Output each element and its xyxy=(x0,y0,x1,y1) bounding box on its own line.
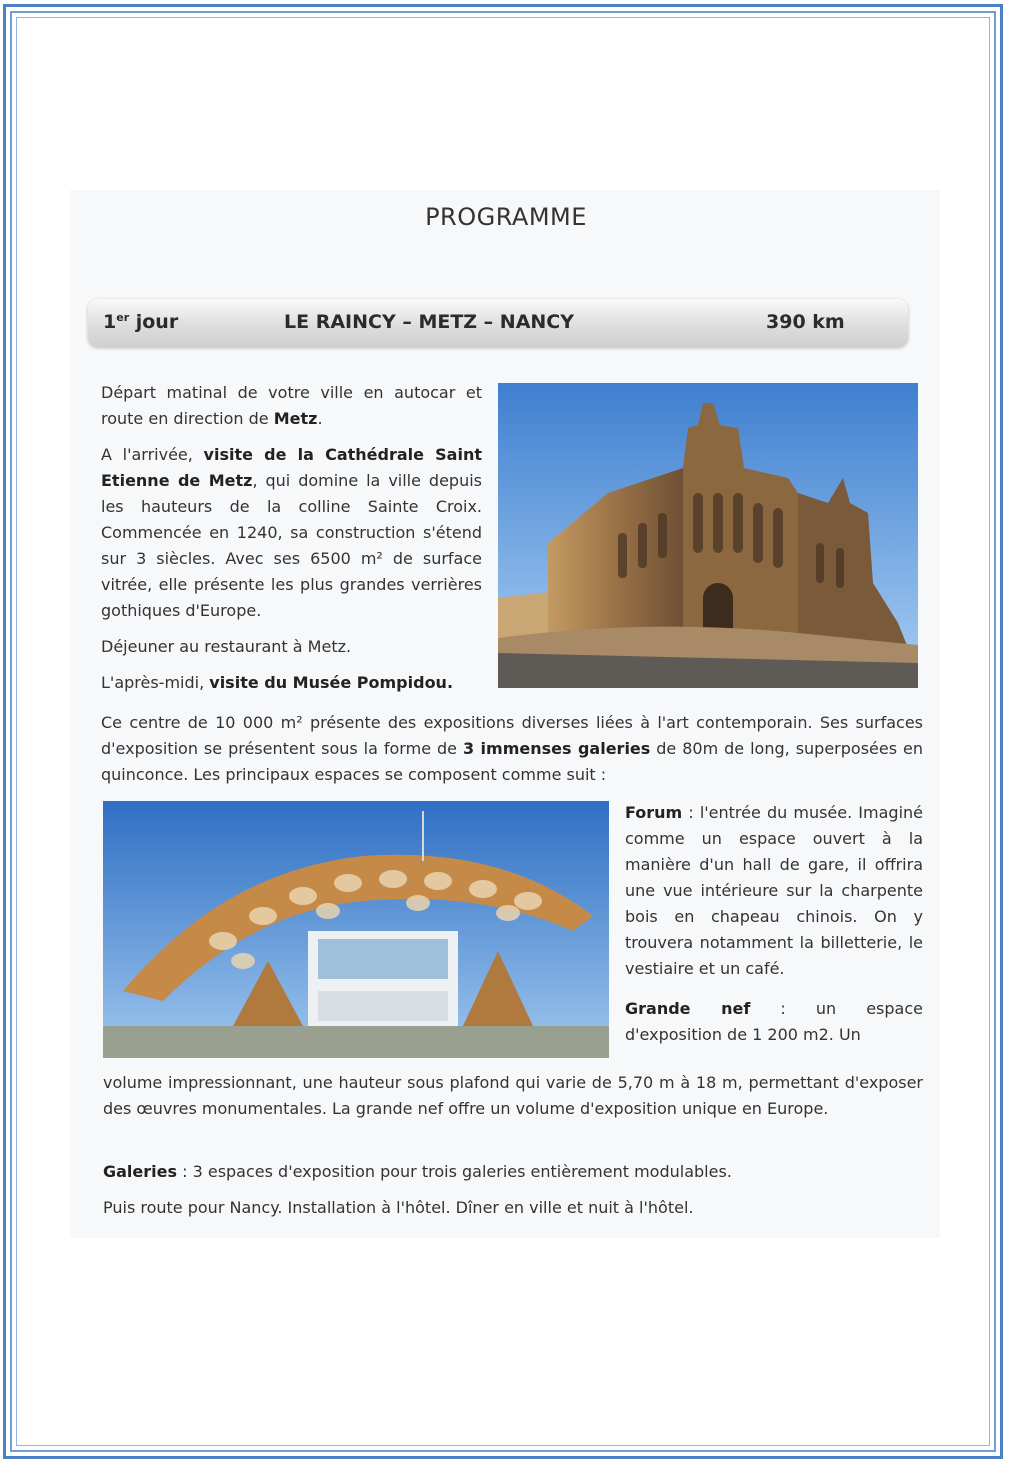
day-word: jour xyxy=(129,311,179,333)
forum-column xyxy=(625,800,923,1058)
grande-nef-label: Grande nef xyxy=(625,999,751,1018)
text-cathedral-desc: , qui domine la ville depuis les hauteurs de la colline Sainte Croix. Commencée en 1240, sa construction s'étend sur 3 siècles. Avec ses 6500 m² de surface vitrée, elle présente les plus grandes verrières gothiques d'Europe. xyxy=(101,471,482,620)
day-header-bar xyxy=(88,299,908,347)
paragraph-afternoon xyxy=(101,670,482,696)
text-departure: Départ matinal de votre ville en autocar et route en direction de xyxy=(101,383,482,428)
intro-column xyxy=(101,380,482,706)
day-distance: 390 km xyxy=(766,311,845,333)
day-label xyxy=(103,311,178,333)
text-arrival: A l'arrivée, xyxy=(101,445,204,464)
page-title: PROGRAMME xyxy=(425,203,587,231)
day-ordinal: er xyxy=(116,311,130,324)
text-afternoon: L'après-midi, xyxy=(101,673,210,692)
paragraph-lunch: Déjeuner au restaurant à Metz. xyxy=(101,637,352,656)
text-centre-desc-end: de 80m de long, superposées en quinconce. Les principaux espaces se composent comme suit : xyxy=(101,739,924,784)
text-galleries-highlight: 3 immenses galeries xyxy=(462,739,651,758)
text-metz: Metz xyxy=(273,409,318,428)
paragraph-centre xyxy=(101,710,923,788)
text-pompidou-visit: visite du Musée Pompidou. xyxy=(209,673,454,692)
pompidou-photo xyxy=(103,801,609,1058)
text-cathedral-visit: visite de la Cathédrale Saint Etienne de Metz xyxy=(101,445,483,490)
paragraph-evening: Puis route pour Nancy. Installation à l'hôtel. Dîner en ville et nuit à l'hôtel. xyxy=(103,1198,694,1217)
forum-text: : l'entrée du musée. Imaginé comme un espace ouvert à la manière d'un hall de gare, il offrira une vue intérieure sur la charpente bois en chapeau chinois. On y trouvera notamment la billetterie, le vestiaire et un café. xyxy=(625,803,923,978)
grande-nef-text: : un espace d'exposition de 1 200 m2. Un xyxy=(625,999,923,1044)
paragraph-forum xyxy=(625,800,923,982)
paragraph-grande-nef xyxy=(625,996,923,1048)
galeries-text: : 3 espaces d'exposition pour trois galeries entièrement modulables. xyxy=(177,1162,732,1181)
paragraph-grande-nef-continued: volume impressionnant, une hauteur sous plafond qui varie de 5,70 m à 18 m, permettant d'exposer des œuvres monumentales. La grande nef offre un volume d'exposition unique en Europe. xyxy=(103,1073,923,1118)
paragraph-cathedral xyxy=(101,442,482,624)
paragraph-galeries xyxy=(103,1159,923,1185)
paragraph-departure xyxy=(101,380,482,432)
galeries-label: Galeries xyxy=(103,1162,178,1181)
text-centre-desc: Ce centre de 10 000 m² présente des expositions diverses liées à l'art contemporain. Ses surfaces d'exposition se présentent sous la forme de xyxy=(101,713,923,758)
forum-label: Forum xyxy=(625,803,683,822)
cathedral-photo xyxy=(498,383,918,688)
day-route: LE RAINCY – METZ – NANCY xyxy=(284,311,575,333)
text-period: . xyxy=(317,409,323,428)
day-number: 1 xyxy=(103,311,117,333)
